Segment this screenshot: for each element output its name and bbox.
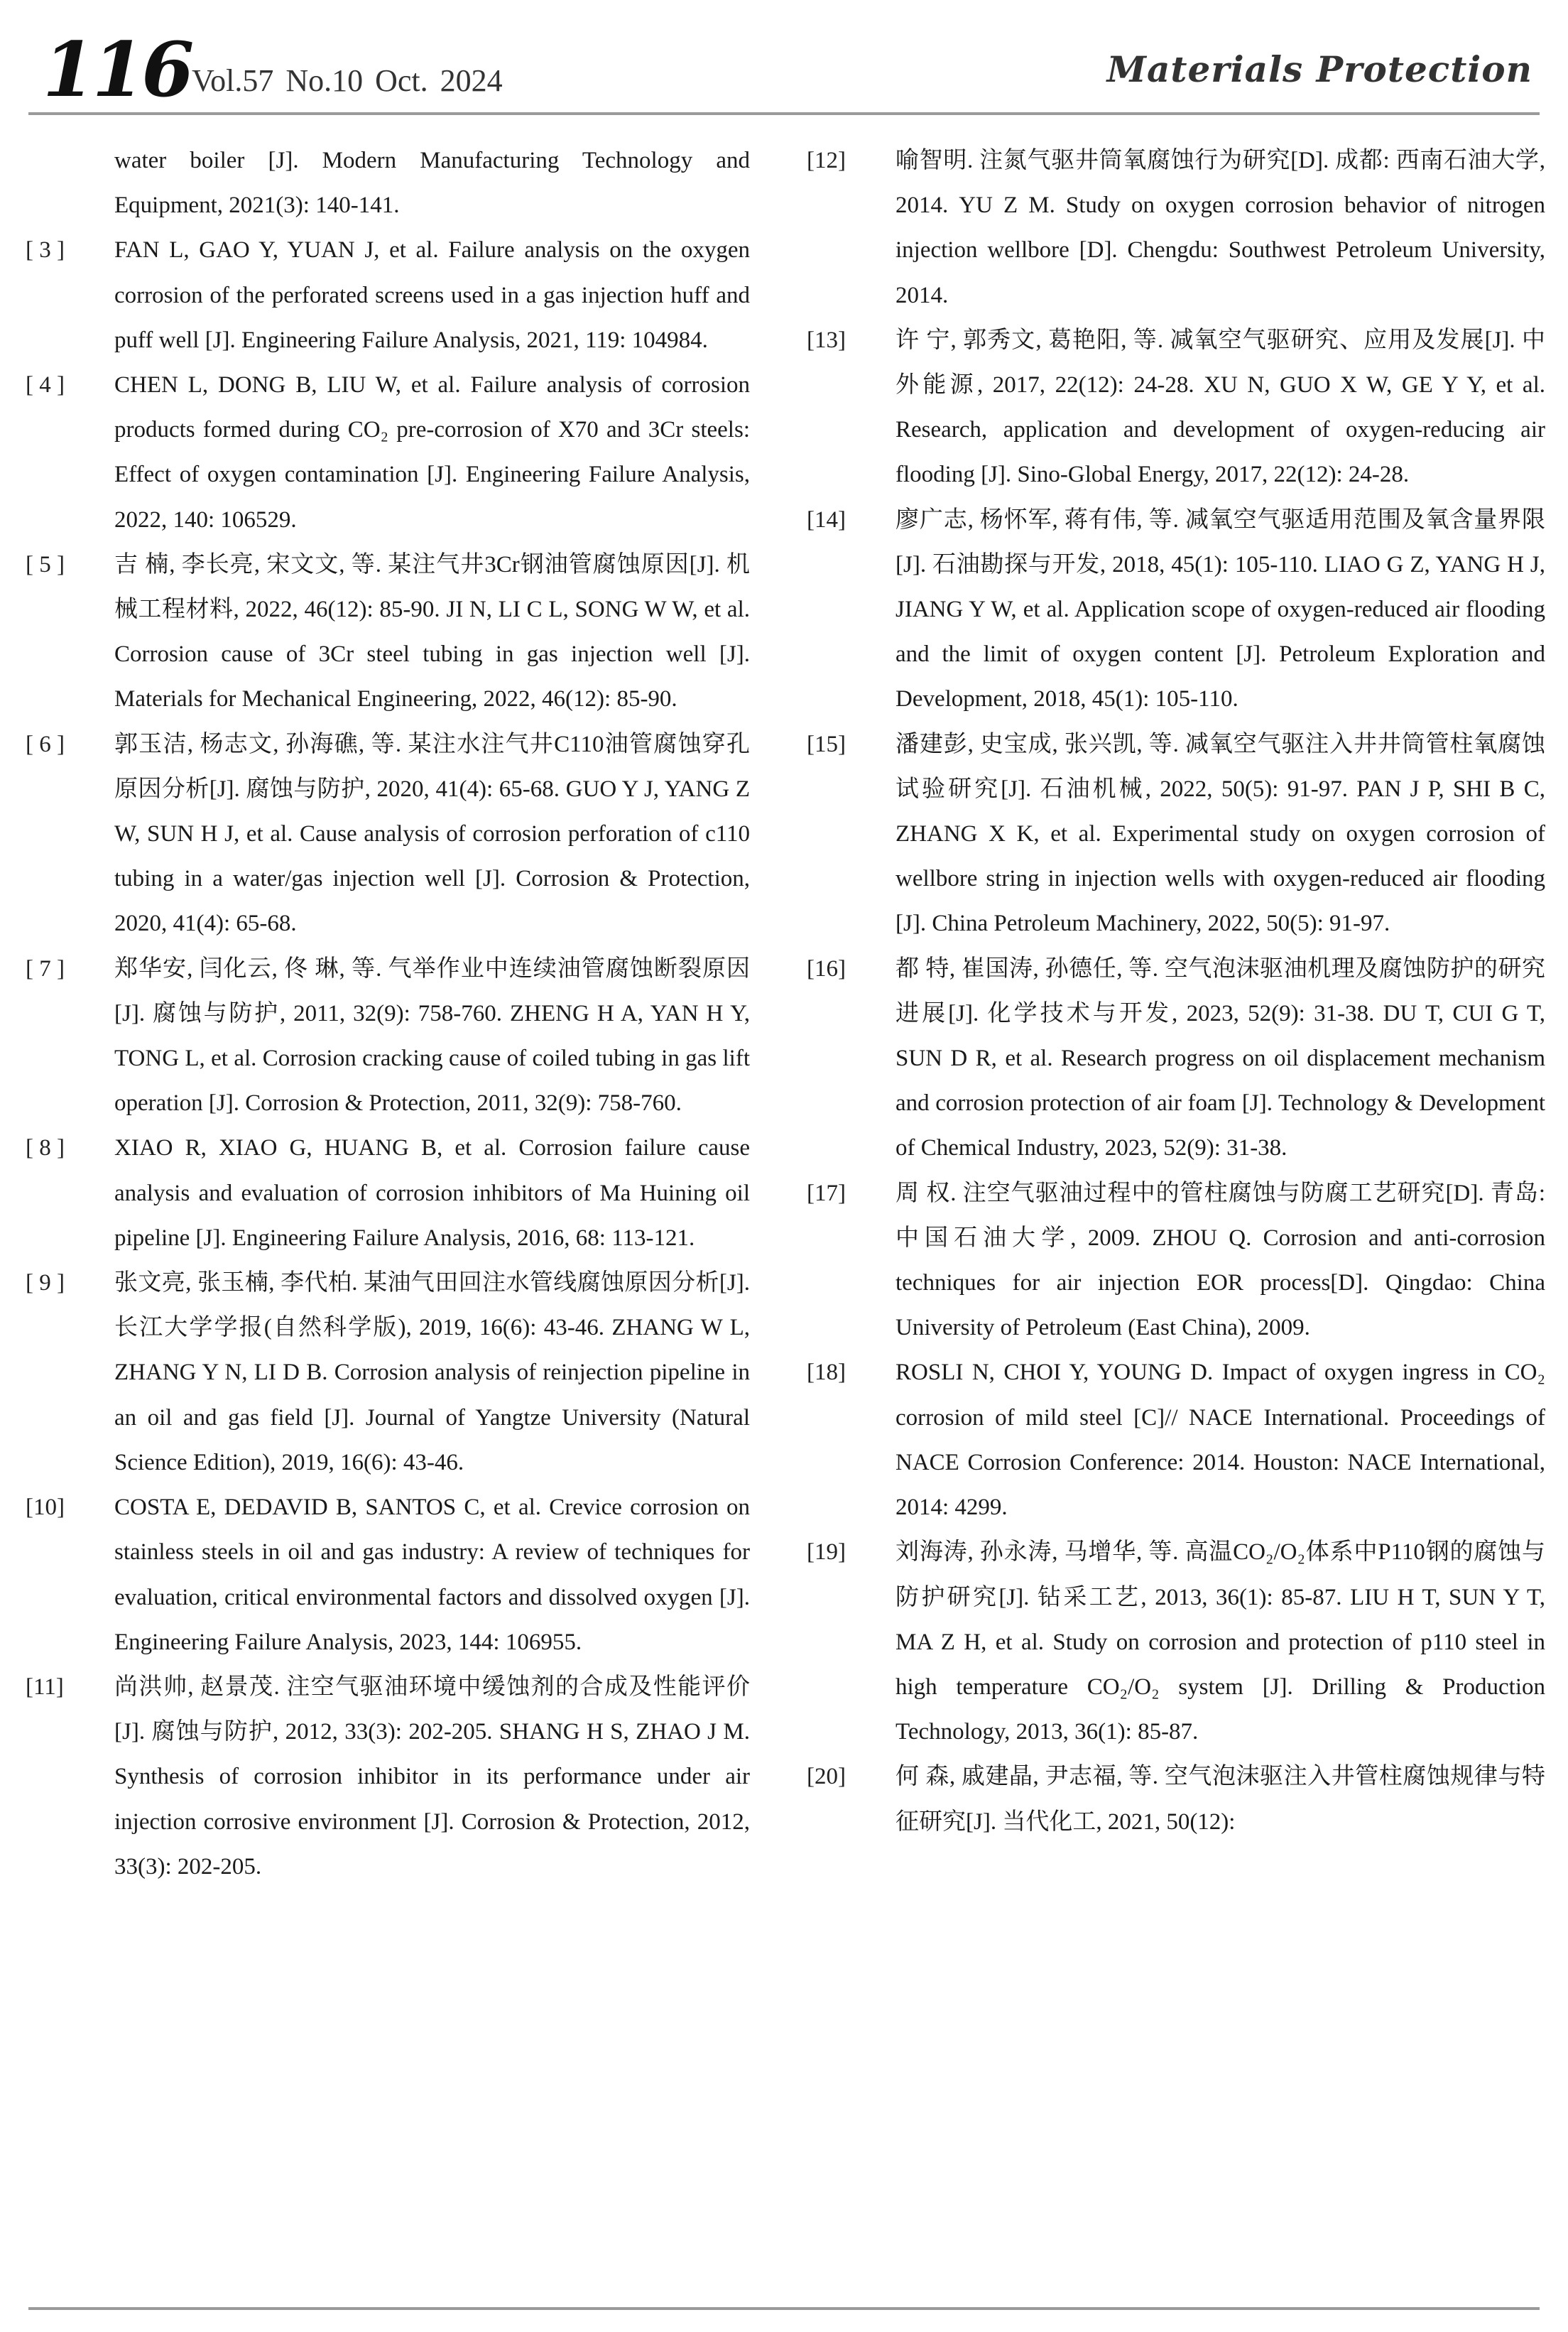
reference-text: 潘建彭, 史宝成, 张兴凯, 等. 减氧空气驱注入井井筒管柱氧腐蚀试验研究[J]. 石油机械, 2022, 50(5): 91-97. PAN J P, SHI B C, ZHANG X K, et al. Experimental study on oxygen corrosion of wellbore string in injection wells with oxygen-reduced air flooding [J]. China Petroleum Machinery, 2022, 50(5): 91-97.	[895, 731, 1545, 937]
reference-number: [ 6 ]	[26, 731, 65, 757]
reference-number: [13]	[807, 327, 846, 353]
reference-entry	[807, 1350, 1545, 1530]
reference-entry	[26, 228, 750, 363]
reference-number: [ 9 ]	[26, 1270, 65, 1296]
reference-entry	[807, 1755, 1545, 1844]
reference-text: 吉 楠, 李长亮, 宋文文, 等. 某注气井3Cr钢油管腐蚀原因[J]. 机械工程材料, 2022, 46(12): 85-90. JI N, LI C L, SONG W W, et al. Corrosion cause of 3Cr steel tubing in gas injection well [J]. Materials for Mechanical Engineering, 2022, 46(12): 85-90.	[114, 551, 750, 712]
reference-number: [ 4 ]	[26, 372, 65, 398]
reference-entry	[807, 139, 1545, 318]
reference-text: 郭玉洁, 杨志文, 孙海礁, 等. 某注水注气井C110油管腐蚀穿孔原因分析[J]. 腐蚀与防护, 2020, 41(4): 65-68. GUO Y J, YANG Z W, SUN H J, et al. Cause analysis of corrosion perforation of c110 tubing in a water/gas injection well [J]. Corrosion & Protection, 2020, 41(4): 65-68.	[114, 731, 750, 937]
reference-text: 郑华安, 闫化云, 佟 琳, 等. 气举作业中连续油管腐蚀断裂原因[J]. 腐蚀与防护, 2011, 32(9): 758-760. ZHENG H A, YAN H Y, TONG L, et al. Corrosion cracking cause of coiled tubing in gas lift operation [J]. Corrosion & Protection, 2011, 32(9): 758-760.	[114, 955, 751, 1117]
references-left-column	[26, 139, 750, 1889]
reference-text: CHEN L, DONG B, LIU W, et al. Failure analysis of corrosion products formed during CO₂ pre-corrosion of X70 and 3Cr steels: Effect of oxygen contamination [J]. Engineering Failure Analysis, 2022, 140: 106529.	[114, 372, 750, 533]
reference-entry	[26, 139, 750, 228]
reference-text: 周 权. 注空气驱油过程中的管柱腐蚀与防腐工艺研究[D]. 青岛: 中国石油大学, 2009. ZHOU Q. Corrosion and anti-corrosion techniques for air injection EOR process[D]. Qingdao: China University of Petroleum (East China), 2009.	[895, 1180, 1545, 1341]
reference-text: 尚洪帅, 赵景茂. 注空气驱油环境中缓蚀剂的合成及性能评价[J]. 腐蚀与防护, 2012, 33(3): 202-205. SHANG H S, ZHAO J M. Synthesis of corrosion inhibitor in its performance under air injection corrosive environment [J]. Corrosion & Protection, 2012, 33(3): 202-205.	[114, 1674, 750, 1880]
journal-title: Materials Protection	[1106, 48, 1532, 90]
page-header	[28, 27, 1540, 115]
reference-number: [14]	[807, 506, 846, 533]
reference-entry	[807, 947, 1545, 1171]
reference-number: [ 3 ]	[26, 237, 65, 264]
reference-text: COSTA E, DEDAVID B, SANTOS C, et al. Crevice corrosion on stainless steels in oil and gas industry: A review of techniques for evaluation, critical environmental factors and dissolved oxygen [J]. Engineering Failure Analysis, 2023, 144: 106955.	[114, 1495, 750, 1655]
reference-text: 廖广志, 杨怀军, 蒋有伟, 等. 减氧空气驱适用范围及氧含量界限[J]. 石油勘探与开发, 2018, 45(1): 105-110. LIAO G Z, YANG H J, JIANG Y W, et al. Application scope of oxygen-reduced air flooding and the limit of oxygen content [J]. Petroleum Exploration and Development, 2018, 45(1): 105-110.	[895, 506, 1545, 712]
reference-entry	[807, 722, 1545, 947]
reference-number: [19]	[807, 1539, 846, 1566]
reference-entry	[807, 498, 1545, 722]
reference-number: [17]	[807, 1180, 846, 1206]
reference-entry	[26, 722, 750, 947]
reference-number: [ 8 ]	[26, 1135, 65, 1161]
reference-number: [11]	[26, 1674, 64, 1700]
reference-entry	[26, 363, 750, 543]
reference-entry	[807, 318, 1545, 498]
reference-text: 都 特, 崔国涛, 孙德任, 等. 空气泡沫驱油机理及腐蚀防护的研究进展[J]. 化学技术与开发, 2023, 52(9): 31-38. DU T, CUI G T, SUN D R, et al. Research progress on oil displacement mechanism and corrosion protection of air foam [J]. Technology & Development of Chemical Industry, 2023, 52(9): 31-38.	[895, 955, 1545, 1161]
reference-entry	[26, 1665, 750, 1889]
volume-info: Vol.57 No.10 Oct. 2024	[192, 63, 503, 98]
reference-text: 许 宁, 郭秀文, 葛艳阳, 等. 减氧空气驱研究、应用及发展[J]. 中外能源, 2017, 22(12): 24-28. XU N, GUO X W, GE Y Y, et al. Research, application and development of oxygen-reducing air flooding [J]. Sino-Global Energy, 2017, 22(12): 24-28.	[895, 327, 1545, 488]
reference-entry	[26, 947, 750, 1127]
page-number: 116	[43, 25, 192, 114]
reference-number: [ 7 ]	[26, 955, 65, 982]
reference-number: [12]	[807, 148, 846, 173]
reference-text: 张文亮, 张玉楠, 李代柏. 某油气田回注水管线腐蚀原因分析[J]. 长江大学学报(自然科学版), 2019, 16(6): 43-46. ZHANG W L, ZHANG Y N, LI D B. Corrosion analysis of reinjection pipeline in an oil and gas field [J]. Journal of Yangtze University (Natural Science Edition), 2019, 16(6): 43-46.	[114, 1270, 750, 1475]
reference-entry	[807, 1530, 1545, 1755]
reference-entry	[26, 543, 750, 722]
reference-text: 何 森, 戚建晶, 尹志福, 等. 空气泡沫驱注入井管柱腐蚀规律与特征研究[J]. 当代化工, 2021, 50(12):	[895, 1764, 1545, 1835]
reference-entry	[807, 1171, 1545, 1351]
reference-text: water boiler [J]. Modern Manufacturing Technology and Equipment, 2021(3): 140-141.	[114, 148, 750, 219]
reference-entry	[26, 1261, 750, 1485]
reference-text: FAN L, GAO Y, YUAN J, et al. Failure analysis on the oxygen corrosion of the perforated screens used in a gas injection huff and puff well [J]. Engineering Failure Analysis, 2021, 119: 104984.	[114, 237, 750, 353]
reference-number: [20]	[807, 1764, 846, 1790]
reference-number: [ 5 ]	[26, 551, 65, 577]
reference-number: [18]	[807, 1360, 846, 1386]
reference-text: ROSLI N, CHOI Y, YOUNG D. Impact of oxygen ingress in CO₂ corrosion of mild steel [C]// NACE International. Proceedings of NACE Corrosion Conference: 2014. Houston: NACE International, 2014: 4299.	[895, 1360, 1545, 1521]
references-right-column	[807, 139, 1545, 1845]
reference-text: 喻智明. 注氮气驱井筒氧腐蚀行为研究[D]. 成都: 西南石油大学, 2014. YU Z M. Study on oxygen corrosion behavior of nitrogen injection wellbore [D]. Chengdu: Southwest Petroleum University, 2014.	[895, 148, 1545, 308]
footer-rule	[28, 2307, 1540, 2310]
reference-number: [15]	[807, 731, 846, 757]
reference-text: XIAO R, XIAO G, HUANG B, et al. Corrosion failure cause analysis and evaluation of corrosion inhibitors of Ma Huining oil pipeline [J]. Engineering Failure Analysis, 2016, 68: 113-121.	[114, 1135, 750, 1251]
reference-number: [10]	[26, 1495, 65, 1521]
reference-entry	[26, 1126, 750, 1261]
reference-entry	[26, 1485, 750, 1665]
reference-text: 刘海涛, 孙永涛, 马增华, 等. 高温CO₂/O₂体系中P110钢的腐蚀与防护研究[J]. 钻采工艺, 2013, 36(1): 85-87. LIU H T, SUN Y T, MA Z H, et al. Study on corrosion and protection of p110 steel in high temperature CO₂/O₂ system [J]. Drilling & Production Technology, 2013, 36(1): 85-87.	[895, 1539, 1545, 1745]
reference-number: [16]	[807, 955, 846, 982]
